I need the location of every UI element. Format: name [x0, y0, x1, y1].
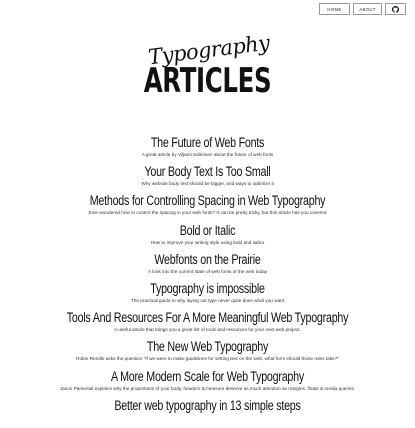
article-title-link[interactable]: Methods for Controlling Spacing in Web Typography	[89, 193, 326, 209]
article-title-link[interactable]: Bold or Italic	[179, 222, 236, 238]
article-title-link[interactable]: The New Web Typography	[146, 339, 269, 355]
top-nav	[319, 3, 406, 15]
github-icon	[392, 6, 399, 13]
article-title-link[interactable]: A More Modern Scale for Web Typography	[111, 368, 304, 384]
list-item	[0, 370, 415, 399]
list-item	[0, 340, 415, 369]
article-title-link[interactable]: Better web typography in 13 simple steps	[114, 397, 301, 413]
article-title-link[interactable]: Typography is impossible	[150, 280, 265, 296]
hero-kicker: Typography	[146, 30, 271, 70]
article-description: A useful article that brings you a great list of tools and resources for your next web project.	[114, 327, 301, 333]
article-description: Robin Rendle asks the question "If we were to make guidelines for setting text on the web, what form should those rules take?"	[76, 356, 339, 362]
article-description: A look into the current state of web fonts of the web today	[147, 268, 268, 274]
list-item	[0, 136, 415, 165]
article-title-link[interactable]: The Future of Web Fonts	[150, 135, 265, 150]
article-title-link[interactable]: Tools And Resources For A More Meaningful Web Typography	[66, 310, 349, 326]
article-description: Jason Pamental explains why the proportions of your body, headers & measure deserve as much attention as margins, floats & media queries.	[59, 385, 356, 391]
article-title-link[interactable]: Webfonts on the Prairie	[154, 251, 261, 267]
home-button[interactable]: HOME	[319, 3, 350, 15]
hero	[0, 30, 415, 101]
list-item	[0, 311, 415, 340]
list-item	[0, 194, 415, 223]
article-title-link[interactable]: Your Body Text Is Too Small	[144, 164, 271, 180]
article-description: Why website body text should be bigger, and ways to optimize it	[141, 181, 274, 187]
article-description: How to improve your writing style using bold and italics	[150, 239, 265, 245]
list-item	[0, 282, 415, 311]
list-item	[0, 224, 415, 253]
about-button[interactable]: ABOUT	[353, 3, 382, 15]
article-list	[0, 136, 415, 428]
article-description: The practical guide to why laying out type never quite does what you want	[130, 297, 285, 303]
list-item	[0, 253, 415, 282]
github-button[interactable]	[385, 3, 406, 15]
list-item	[0, 165, 415, 194]
page-title: ARTICLES	[143, 61, 272, 101]
article-description: A great article by Viljami Salminen about the future of web fonts	[141, 152, 274, 157]
list-item	[0, 399, 415, 428]
article-description: Ever wondered how to control the spacing in your web fonts? It can be pretty tricky, but this article has you covered	[88, 210, 327, 216]
